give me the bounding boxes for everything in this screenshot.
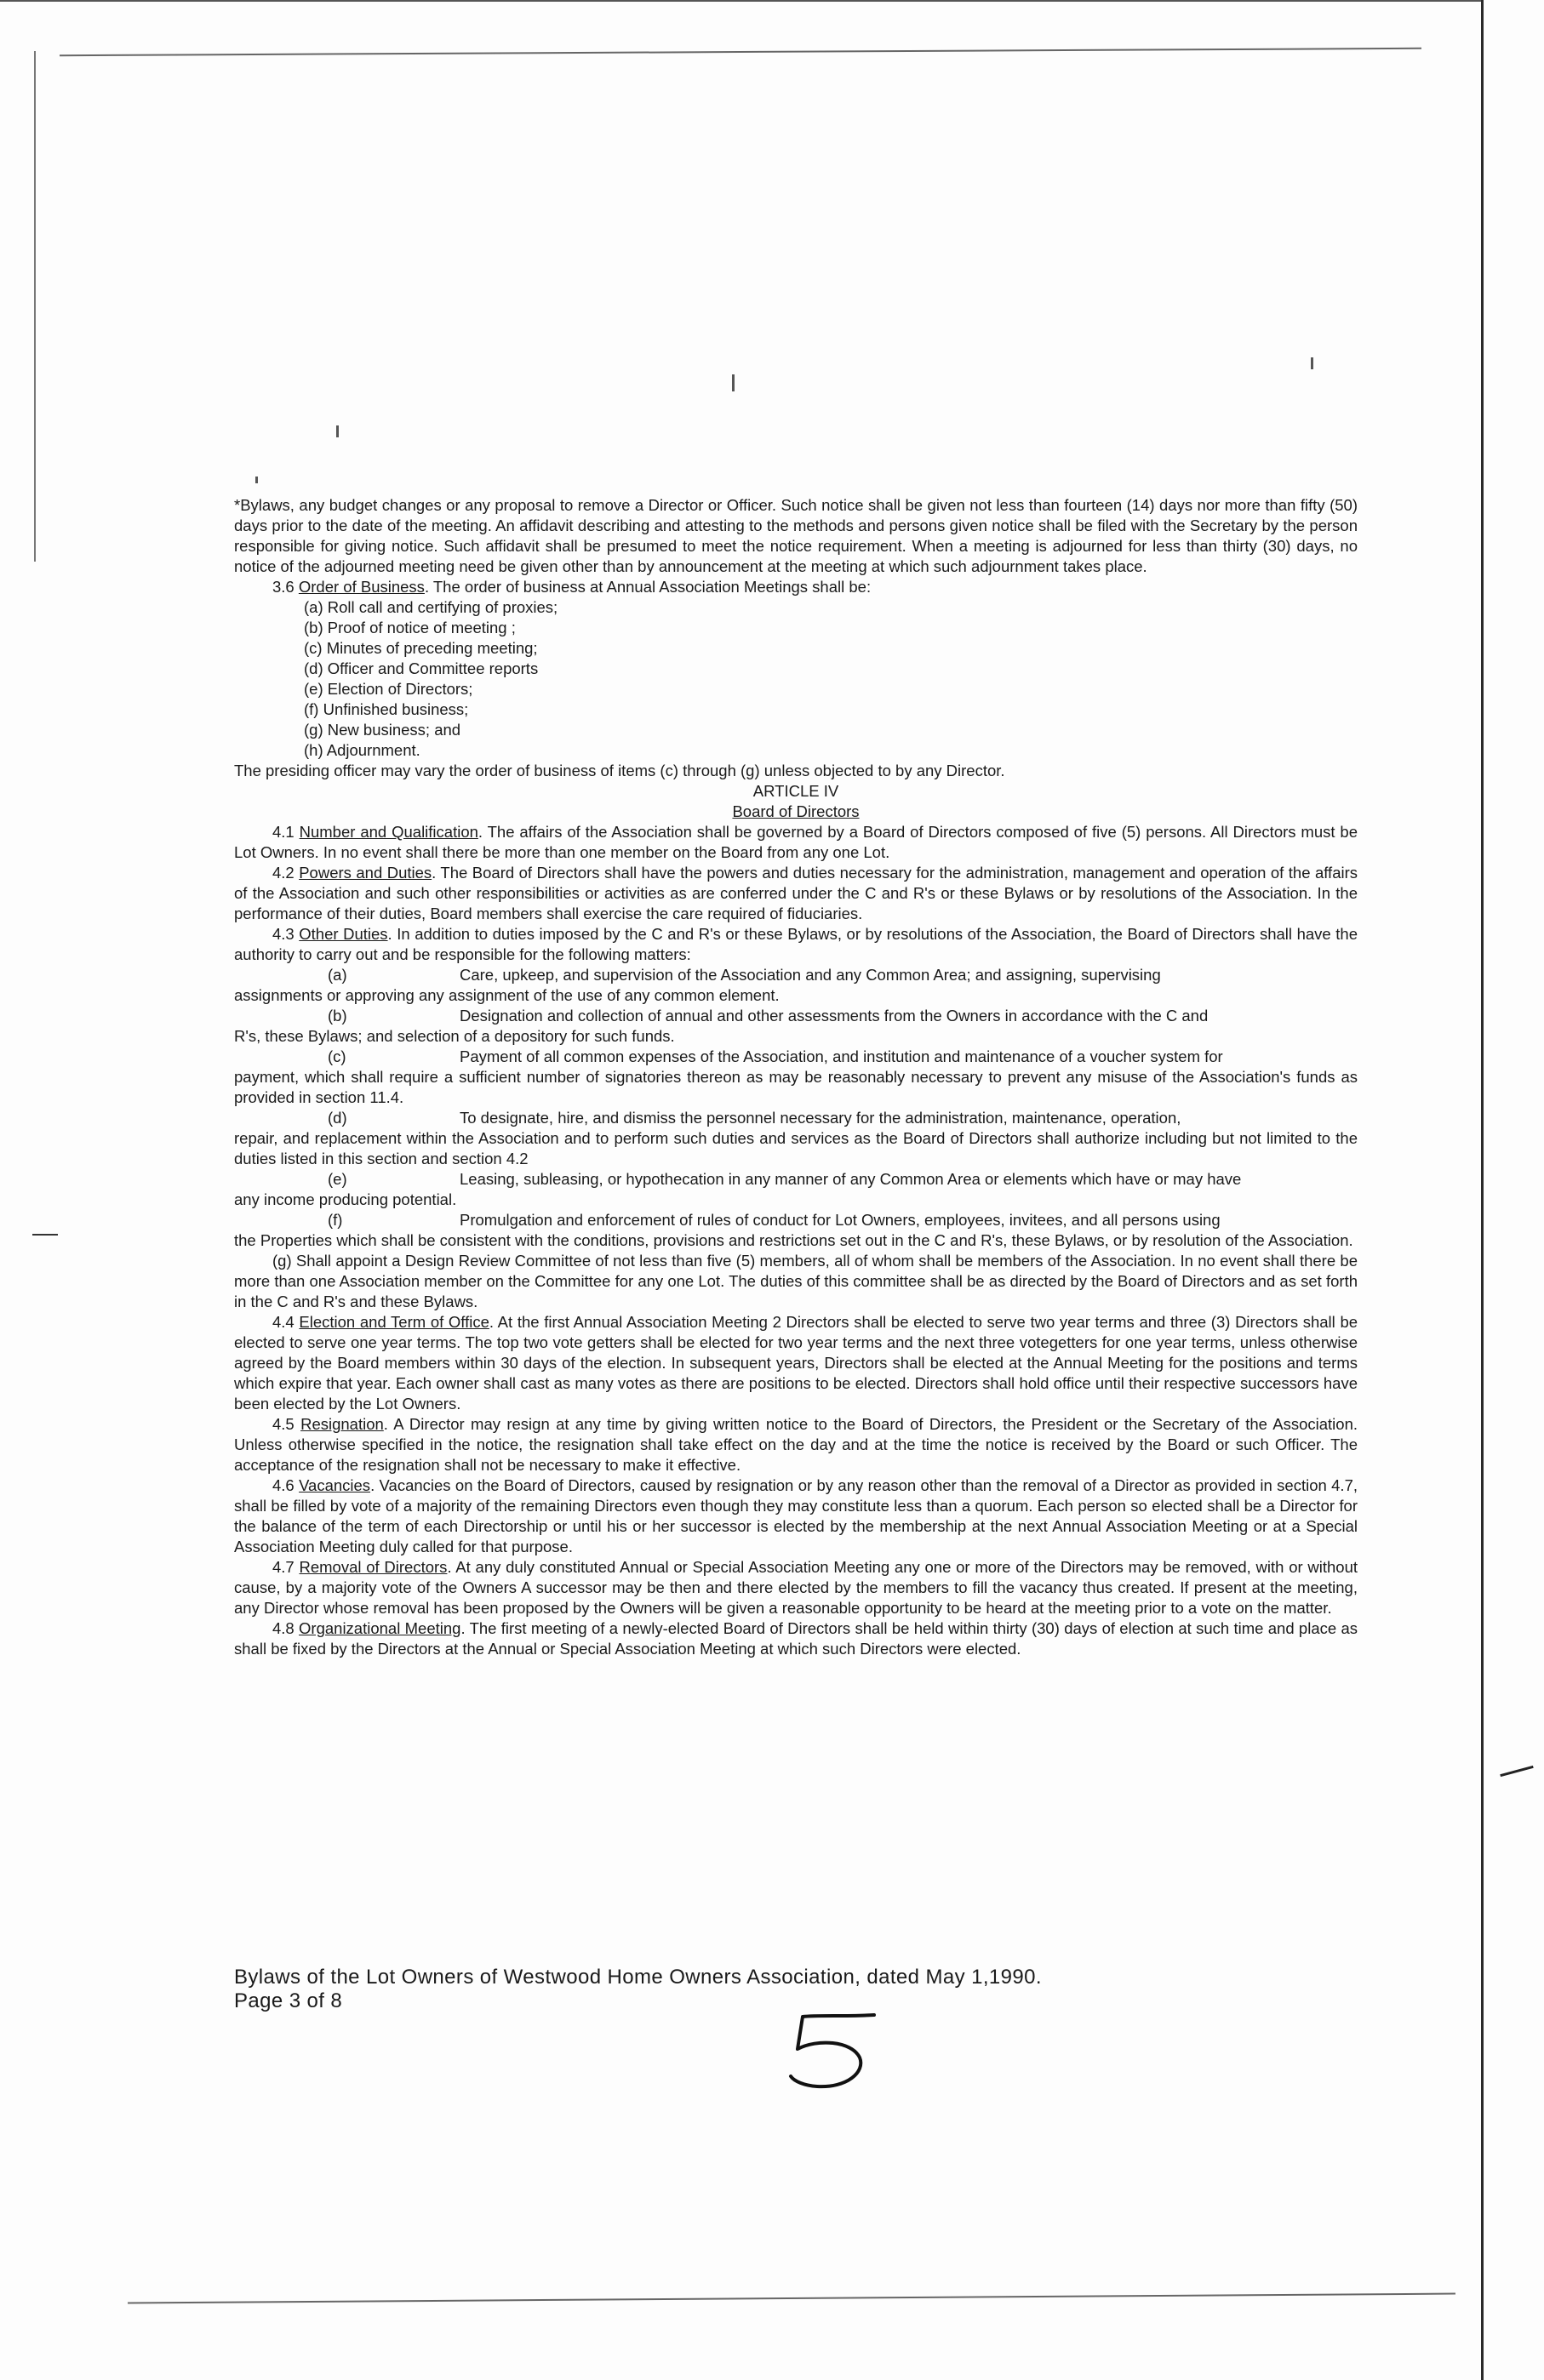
section-number: 4.8 [272, 1619, 295, 1637]
section-number: 4.4 [272, 1313, 295, 1331]
section-number: 4.2 [272, 864, 295, 882]
duty-item [234, 1108, 1358, 1169]
scan-edge-top [0, 0, 1481, 2]
duty-letter: (c) [328, 1047, 346, 1065]
duty-rest: any income producing potential. [234, 1190, 457, 1208]
section-body: . The first meeting of a newly-elected Board of Directors shall be held within thirty (30) days of election at such time and place as shall be fixed by the Directors at the Annual or Special Association Meeting at which such Directors were elected. [234, 1619, 1358, 1658]
page-footer [234, 1966, 1042, 2013]
section-number: 4.7 [272, 1558, 295, 1576]
scan-rule-bottom [128, 2293, 1455, 2304]
duty-rest: the Properties which shall be consistent with the conditions, provisions and restrictions set out in the C and R's, these Bylaws, or by resolution of the Association. [234, 1231, 1353, 1249]
section-4-2 [234, 863, 1358, 924]
margin-tick-right [1500, 1766, 1533, 1777]
section-body: . The affairs of the Association shall be governed by a Board of Directors composed of five (5) persons. All Directors must be Lot Owners. In no event shall there be more than one member on the Board from any one Lot. [234, 823, 1358, 861]
section-heading: Resignation [300, 1415, 384, 1433]
article-subtitle-wrap [234, 802, 1358, 822]
duty-item [234, 1169, 1358, 1210]
section-4-6 [234, 1475, 1358, 1557]
list-item: (c) Minutes of preceding meeting; [304, 639, 538, 657]
duty-rest: assignments or approving any assignment of the use of any common element. [234, 986, 780, 1004]
duty-letter: (f) [328, 1211, 343, 1229]
duty-letter: (d) [328, 1109, 347, 1127]
duty-first-line: Care, upkeep, and supervision of the Association and any Common Area; and assigning, supervising [460, 966, 1161, 984]
section-4-3 [234, 924, 1358, 965]
scan-speck [336, 425, 339, 437]
section-number: 4.5 [272, 1415, 295, 1433]
scan-speck [255, 477, 258, 483]
section-body: . Vacancies on the Board of Directors, caused by resignation or by any reason other than the removal of a Director as provided in section 4.7, shall be filled by vote of a majority of the remaining Directors even though they may constitute less than a quorum. Each person so elected shall be a Director for the balance of the term of each Directorship or until his or her successor is elected by the membership at the next Annual Association Meeting or at a Special Association Meeting duly called for that purpose. [234, 1476, 1358, 1555]
section-heading: Election and Term of Office [299, 1313, 489, 1331]
section-heading: Removal of Directors [299, 1558, 448, 1576]
order-of-business-list [304, 597, 1358, 761]
duty-item [234, 1047, 1358, 1108]
list-item: (h) Adjournment. [304, 741, 420, 759]
list-item: (g) New business; and [304, 721, 461, 739]
section-heading: Vacancies [299, 1476, 371, 1494]
document-page [234, 495, 1358, 1659]
duty-letter: (b) [328, 1007, 347, 1024]
section-3-6-closing: The presiding officer may vary the order of business of items (c) through (g) unless objected to by any Director. [234, 762, 1005, 779]
section-heading: Organizational Meeting [299, 1619, 461, 1637]
article-title: ARTICLE IV [752, 782, 839, 800]
section-number: 4.1 [272, 823, 295, 841]
scan-edge-left [34, 51, 36, 562]
section-number: 4.3 [272, 925, 295, 943]
section-body: . A Director may resign at any time by giving written notice to the Board of Directors, the President or the Secretary of the Association. Unless otherwise specified in the notice, the resignation shall take effect on the day and at the time the notice is received by the Board or such Officer. The acceptance of the resignation shall not be necessary to make it effective. [234, 1415, 1358, 1474]
list-item: (d) Officer and Committee reports [304, 659, 539, 677]
section-body: . In addition to duties imposed by the C and R's or these Bylaws, or by resolutions of the Association, the Board of Directors shall have the authority to carry out and be responsible for the following matters: [234, 925, 1358, 963]
carryover-paragraph: *Bylaws, any budget changes or any proposal to remove a Director or Officer. Such notice shall be given not less than fourteen (14) days nor more than fifty (50) days prior to the date of the meeting. An affidavit describing and attesting to the methods and persons given notice shall be filed with the Secretary by the person responsible for giving notice. Such affidavit shall be presumed to meet the notice requirement. When a meeting is adjourned for less than thirty (30) days, no notice of the adjourned meeting need be given other than by announcement at the meeting at which such adjournment takes place. [234, 496, 1358, 575]
duty-item [234, 965, 1358, 1006]
duty-first-line: Leasing, subleasing, or hypothecation in any manner of any Common Area or elements which have or may have [460, 1170, 1242, 1188]
duty-letter: (a) [328, 966, 347, 984]
section-4-8 [234, 1618, 1358, 1659]
duty-first-line: Promulgation and enforcement of rules of conduct for Lot Owners, employees, invitees, and all persons using [460, 1211, 1221, 1229]
page-number: Page 3 of 8 [234, 1989, 343, 2012]
section-body: . The Board of Directors shall have the powers and duties necessary for the administration, management and operation of the affairs of the Association and such other responsibilities or activities as are conferred under the C and R's or these Bylaws or by resolutions of the Association. In the performance of their duties, Board members shall exercise the care required of fiduciaries. [234, 864, 1358, 922]
duty-item-g: (g) Shall appoint a Design Review Committee of not less than five (5) members, all of whom shall be members of the Association. In no event shall there be more than one Association member on the Committee for any one Lot. The duties of this committee shall be as directed by the Board of Directors and as set forth in the C and R's and these Bylaws. [234, 1252, 1358, 1310]
scan-rule-top [60, 48, 1421, 56]
section-4-1 [234, 822, 1358, 863]
list-item: (a) Roll call and certifying of proxies; [304, 598, 558, 616]
section-lead: . The order of business at Annual Association Meetings shall be: [424, 578, 872, 596]
scan-edge-right [1481, 0, 1484, 2380]
duty-rest: repair, and replacement within the Association and to perform such duties and services as the Board of Directors shall authorize including but not limited to the duties listed in this section and section 4.2 [234, 1129, 1358, 1167]
section-number: 4.6 [272, 1476, 295, 1494]
duty-rest: payment, which shall require a sufficient number of signatories thereon as may be reasonably necessary to prevent any misuse of the Association's funds as provided in section 11.4. [234, 1068, 1358, 1106]
section-4-7 [234, 1557, 1358, 1618]
duty-item [234, 1210, 1358, 1251]
list-item: (b) Proof of notice of meeting ; [304, 619, 516, 636]
scan-speck [1311, 357, 1313, 369]
section-3-6 [234, 577, 1358, 597]
footer-title: Bylaws of the Lot Owners of Westwood Home Owners Association, dated May 1,1990. [234, 1966, 1042, 1989]
section-number: 3.6 [272, 578, 295, 596]
duty-letter: (e) [328, 1170, 347, 1188]
list-item: (e) Election of Directors; [304, 680, 473, 698]
section-heading: Number and Qualification [299, 823, 478, 841]
section-body: . At the first Annual Association Meeting 2 Directors shall be elected to serve two year terms and three (3) Directors shall be elected to serve one year terms. The top two vote getters shall be elected for two year terms and the next three votegetters for one year terms, unless otherwise agreed by the Board members within 30 days of the election. In subsequent years, Directors shall be elected at the Annual Meeting for the positions and terms which expire that year. Each owner shall cast as many votes as there are positions to be elected. Directors shall hold office until their respective successors have been elected by the Lot Owners. [234, 1313, 1358, 1413]
duty-first-line: Payment of all common expenses of the Association, and institution and maintenance of a voucher system for [460, 1047, 1223, 1065]
section-4-4 [234, 1312, 1358, 1414]
duty-item [234, 1006, 1358, 1047]
section-heading: Other Duties [299, 925, 388, 943]
article-subtitle: Board of Directors [732, 802, 860, 820]
scan-speck [732, 374, 735, 391]
section-4-5 [234, 1414, 1358, 1475]
handwritten-page-mark [779, 2008, 889, 2093]
list-item: (f) Unfinished business; [304, 700, 469, 718]
margin-tick-left [32, 1234, 58, 1236]
duty-first-line: Designation and collection of annual and other assessments from the Owners in accordance with the C and [460, 1007, 1209, 1024]
duty-rest: R's, these Bylaws; and selection of a depository for such funds. [234, 1027, 675, 1045]
duty-first-line: To designate, hire, and dismiss the personnel necessary for the administration, maintenance, operation, [460, 1109, 1181, 1127]
section-body: . At any duly constituted Annual or Special Association Meeting any one or more of the Directors may be removed, with or without cause, by a majority vote of the Owners A successor may be then and there elected by the members to fill the vacancy thus created. If present at the meeting, any Director whose removal has been proposed by the Owners will be given a reasonable opportunity to be heard at the meeting prior to a vote on the matter. [234, 1558, 1358, 1617]
section-heading: Powers and Duties [299, 864, 432, 882]
section-heading: Order of Business [298, 578, 425, 596]
